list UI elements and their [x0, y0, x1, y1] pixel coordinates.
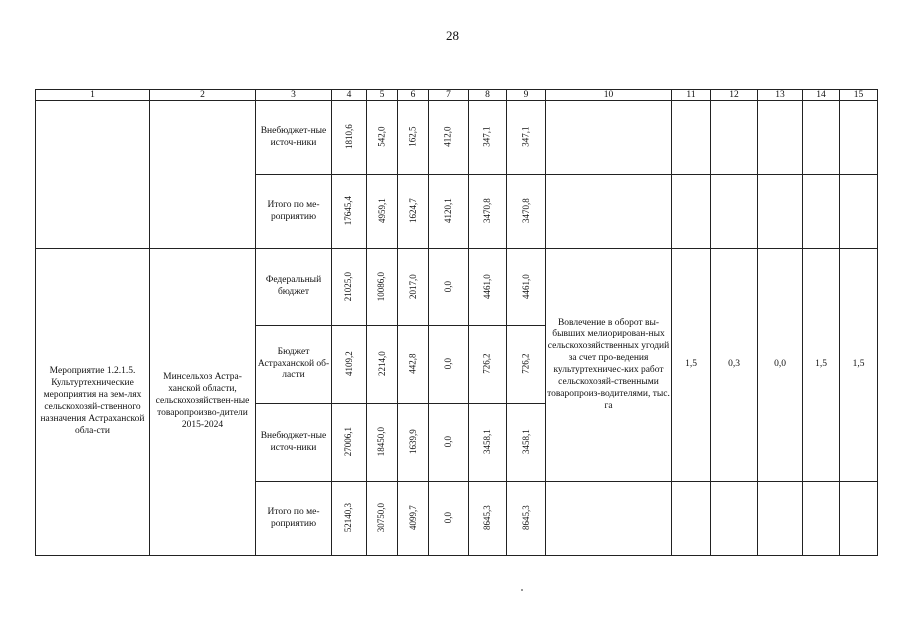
value-cell	[367, 482, 398, 556]
target-cell	[840, 175, 878, 249]
header-col-4: 4	[332, 90, 367, 101]
target-cell	[840, 482, 878, 556]
value-text: 4120,1	[442, 198, 453, 224]
value-text: 4461,0	[520, 273, 531, 299]
value-cell	[507, 326, 546, 404]
target-cell	[803, 175, 840, 249]
header-col-2: 2	[150, 90, 256, 101]
header-col-3: 3	[256, 90, 332, 101]
value-text: 1810,6	[343, 124, 354, 150]
value-text: 3470,8	[481, 198, 492, 224]
target-value: 1,5	[803, 249, 840, 482]
table-row	[36, 249, 878, 326]
value-cell	[429, 175, 469, 249]
value-cell	[398, 249, 429, 326]
value-cell	[507, 249, 546, 326]
header-row	[36, 90, 878, 101]
header-col-11: 11	[672, 90, 711, 101]
value-text: 27006,1	[343, 427, 354, 457]
funding-source: Бюджет Астраханской об-ласти	[256, 326, 332, 404]
value-text: 2017,0	[407, 273, 418, 299]
page-number: 28	[446, 28, 459, 43]
header-col-12: 12	[711, 90, 758, 101]
value-cell	[398, 101, 429, 175]
value-cell	[332, 175, 367, 249]
header-col-6: 6	[398, 90, 429, 101]
prev-executor-cell	[150, 101, 256, 249]
value-cell	[469, 326, 507, 404]
value-text: 4109,2	[343, 351, 354, 377]
funding-source: Итого по ме-роприятию	[256, 482, 332, 556]
value-text: 3458,1	[481, 429, 492, 455]
value-cell	[429, 249, 469, 326]
value-text: 8645,3	[481, 505, 492, 531]
prev-measure-cell	[36, 101, 150, 249]
target-cell	[758, 101, 803, 175]
header-col-5: 5	[367, 90, 398, 101]
target-cell	[672, 482, 711, 556]
value-cell	[367, 249, 398, 326]
value-cell	[429, 101, 469, 175]
indicator-cell	[546, 175, 672, 249]
value-text: 0,0	[442, 436, 453, 448]
value-cell	[469, 175, 507, 249]
value-cell	[398, 404, 429, 482]
value-cell	[469, 404, 507, 482]
target-cell	[672, 175, 711, 249]
value-text: 30750,0	[376, 503, 387, 533]
indicator-cell	[546, 482, 672, 556]
measure-name: Мероприятие 1.2.1.5. Культуртехнические мероприятия на зем-лях сельскохозяй-ственного назначения Астраханской обла-сти	[36, 249, 150, 556]
value-cell	[332, 482, 367, 556]
value-text: 4099,7	[407, 505, 418, 531]
executor-name: Минсельхоз Астра-ханской области, сельскохозяйствен-ные товаропроизво-дители 2015-2024	[150, 249, 256, 556]
value-cell	[507, 175, 546, 249]
scan-speck	[521, 589, 523, 591]
value-cell	[332, 249, 367, 326]
target-value: 1,5	[840, 249, 878, 482]
value-cell	[507, 101, 546, 175]
value-text: 0,0	[442, 280, 453, 292]
funding-source: Внебюджет-ные источ-ники	[256, 101, 332, 175]
target-value: 1,5	[672, 249, 711, 482]
target-cell	[840, 101, 878, 175]
funding-source: Итого по ме-роприятию	[256, 175, 332, 249]
value-text: 347,1	[481, 126, 492, 147]
value-cell	[367, 404, 398, 482]
value-cell	[507, 404, 546, 482]
value-text: 17645,4	[343, 196, 354, 226]
value-cell	[332, 326, 367, 404]
value-cell	[398, 482, 429, 556]
header-col-15: 15	[840, 90, 878, 101]
program-measures-table	[35, 89, 878, 556]
value-text: 542,0	[376, 126, 387, 147]
indicator-text: Вовлечение в оборот вы-бывших мелиорирован-ных сельскохозяйственных угодий за счет про-ведения культуртехничес-ких работ сельскохозяй-ственными товаропроиз-водителями, тыс. га	[546, 249, 672, 482]
value-text: 2214,0	[376, 351, 387, 377]
value-cell	[398, 326, 429, 404]
value-cell	[367, 175, 398, 249]
value-cell	[507, 482, 546, 556]
value-cell	[429, 326, 469, 404]
value-cell	[469, 249, 507, 326]
value-cell	[398, 175, 429, 249]
target-value: 0,0	[758, 249, 803, 482]
target-cell	[803, 101, 840, 175]
value-cell	[469, 101, 507, 175]
target-cell	[711, 175, 758, 249]
value-text: 162,5	[407, 126, 418, 147]
value-text: 412,0	[442, 126, 453, 147]
funding-source: Внебюджет-ные источ-ники	[256, 404, 332, 482]
table-row	[36, 101, 878, 175]
target-cell	[711, 101, 758, 175]
value-text: 10086,0	[376, 271, 387, 301]
target-cell	[711, 482, 758, 556]
value-cell	[332, 101, 367, 175]
value-cell	[367, 101, 398, 175]
value-text: 726,2	[481, 353, 492, 374]
target-cell	[803, 482, 840, 556]
value-text: 52140,3	[343, 503, 354, 533]
value-cell	[469, 482, 507, 556]
value-text: 1639,9	[407, 429, 418, 455]
value-text: 4461,0	[481, 273, 492, 299]
header-col-13: 13	[758, 90, 803, 101]
value-text: 21025,0	[343, 271, 354, 301]
header-col-14: 14	[803, 90, 840, 101]
value-text: 726,2	[520, 353, 531, 374]
value-cell	[367, 326, 398, 404]
value-text: 347,1	[520, 126, 531, 147]
value-cell	[429, 404, 469, 482]
indicator-cell	[546, 101, 672, 175]
value-text: 0,0	[442, 358, 453, 370]
value-text: 442,8	[407, 353, 418, 374]
value-text: 18450,0	[376, 427, 387, 457]
value-text: 3458,1	[520, 429, 531, 455]
value-text: 1624,7	[407, 198, 418, 224]
header-col-7: 7	[429, 90, 469, 101]
header-col-1: 1	[36, 90, 150, 101]
target-value: 0,3	[711, 249, 758, 482]
target-cell	[758, 175, 803, 249]
value-text: 0,0	[442, 512, 453, 524]
target-cell	[758, 482, 803, 556]
header-col-9: 9	[507, 90, 546, 101]
value-text: 3470,8	[520, 198, 531, 224]
target-cell	[672, 101, 711, 175]
header-col-10: 10	[546, 90, 672, 101]
funding-source: Федеральный бюджет	[256, 249, 332, 326]
value-text: 4959,1	[376, 198, 387, 224]
value-text: 8645,3	[520, 505, 531, 531]
value-cell	[429, 482, 469, 556]
value-cell	[332, 404, 367, 482]
header-col-8: 8	[469, 90, 507, 101]
